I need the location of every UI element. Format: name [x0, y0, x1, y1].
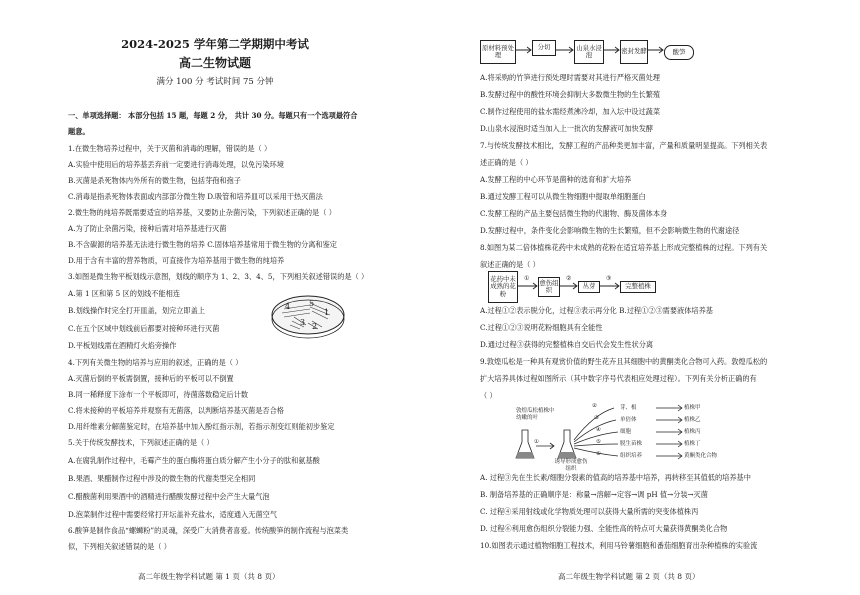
- option-3d: D.平板划线需在酒精灯火焰旁操作: [68, 341, 177, 350]
- option-8c: C.过程①②③说明花粉细胞具有全能性: [480, 323, 603, 332]
- option-6d: D.山泉水浸泡时适当加入上一批次的发酵液可加快发酵: [480, 124, 654, 133]
- option-3a: A.第 1 区和第 5 区的划线不能相连: [68, 289, 181, 298]
- exam-subject: 高二生物试题: [178, 56, 251, 70]
- flow-box-sour-shoot: 酸笋: [664, 45, 694, 60]
- option-2a: A.为了防止杂菌污染，接种后需对培养基进行灭菌: [68, 224, 227, 233]
- option-3b: B.划线操作时完全打开皿盖，划完立即盖上: [68, 306, 205, 315]
- fig9-plant-5: 黄酮类化合物: [684, 453, 718, 459]
- option-8d: D.通过过程③获得的完整植株自交后代会发生性状分离: [480, 340, 654, 349]
- option-9c: C. 过程④采用射线或化学物质处理可以获得大量所需的突变体植株丙: [480, 507, 699, 516]
- question-2: 2.微生物的纯培养既需要适宜的培养基，又要防止杂菌污染，下列叙述正确的是（ ）: [68, 208, 336, 217]
- fig9-out-2: 单倍体: [620, 417, 637, 423]
- fig9-out-3: 细胞: [620, 429, 632, 435]
- fig9-plant-4: 植株丁: [684, 441, 701, 447]
- option-9d: D. 过程⑥利用愈伤组织分裂能力强、全能性高的特点可大量获得黄酮类化合物: [480, 524, 728, 533]
- question-10: 10.如图表示通过植物细胞工程技术，利用马铃薯细胞和番茄细胞育出杂种植株的实验流: [480, 541, 758, 550]
- footer-left: 高二年级生物学科试题 第 1 页（共 8 页）: [138, 572, 280, 581]
- fig9-plant-2: 植株乙: [684, 417, 701, 423]
- fig9-callus-label: 诱导形成愈伤组织: [554, 459, 588, 472]
- flow8-step-1: ①: [524, 275, 530, 282]
- option-6b: B.发酵过程中的酸性环境会抑制大多数微生物的生长繁殖: [480, 90, 661, 99]
- zone-label-4: 4: [285, 302, 291, 311]
- option-7c: C.发酵工程的产品主要包括微生物的代谢物、酶及菌体本身: [480, 209, 668, 218]
- zone-label-1: 1: [324, 308, 330, 317]
- fig9-source-label: 敦煌瓜松植株中幼嫩的叶: [516, 408, 555, 421]
- fig9-step-4: ④: [596, 427, 601, 433]
- flow-box-soak: 山泉水浸泡: [574, 40, 604, 64]
- option-5d: D.泡菜制作过程中需要经常打开坛盖补充盐水，适度通入无菌空气: [68, 510, 278, 519]
- section-heading: 一、单项选择题： 本部分包括 15 题，每题 2 分， 共计 30 分。每题只有一个选项最符合: [68, 111, 358, 120]
- option-6c: C.制作过程使用的盐水需经煮沸冷却，加入坛中设过蔬菜: [480, 107, 661, 116]
- flow-box-pretreat: 原材料预处理: [480, 40, 516, 64]
- section-heading-cont: 题意。: [68, 127, 90, 136]
- option-3c: C.在五个区域中划线前后都要对接种环进行灭菌: [68, 324, 220, 333]
- fig9-out-5: 组织培养: [620, 453, 643, 459]
- question-3: 3.如图是微生物平板划线示意图，划线的顺序为 1、2、3、4、5，下列相关叙述错误的是（ ）: [68, 272, 369, 281]
- flow8-step-3: ③: [606, 275, 612, 282]
- fig9-step-5: ⑤: [596, 439, 601, 445]
- zone-label-3: 3: [300, 318, 306, 327]
- flow8-box-callus: 愈伤组织: [538, 277, 560, 297]
- flow-box-cut: 分切: [532, 40, 556, 56]
- option-1cd: C.消毒是指杀死物体表面或内部部分微生物 D.吸管和培养皿可以采用干热灭菌法: [68, 192, 323, 201]
- exam-meta: 满分 100 分 考试时间 75 分钟: [156, 77, 274, 87]
- option-7b: B.通过发酵工程可以从微生物细胞中提取单细胞蛋白: [480, 192, 646, 201]
- question-6: 6.酸笋是制作食品“螺蛳粉”的灵魂，深受广大消费者喜爱。传统酸笋的制作流程与泡菜类: [68, 526, 349, 535]
- question-9-cont: 扩大培养具体过程如图所示（其中数字序号代表相应处理过程）。下列有关分析正确的有: [480, 374, 757, 383]
- flow-box-ferment: 密封发酵: [620, 40, 648, 64]
- fig9-step-3: ③: [594, 415, 599, 421]
- option-6a: A.将采购的竹笋进行预处理时需要对其进行严格灭菌处理: [480, 73, 660, 82]
- question-8-cont: 叙述正确的是（ ）: [480, 260, 540, 269]
- fig9-step-1: ①: [534, 439, 539, 445]
- question-9: 9.敦煌瓜松是一种具有观赏价值的野生花卉且其细胞中的黄酮类化合物可入药。敦煌瓜松的: [480, 357, 768, 366]
- flow8-box-pollen: 花药中未成熟的花粉: [488, 271, 518, 303]
- streak-plate-figure: [270, 293, 346, 341]
- fig9-plant-3: 植株丙: [684, 429, 701, 435]
- option-9a: A. 过程③先在生长素/细胞分裂素的值高的培养基中培养，再转移至其值低的培养基中: [480, 473, 751, 482]
- option-7a: A.发酵工程的中心环节是菌种的选育和扩大培养: [480, 175, 632, 184]
- option-4d: D.用纤维素分解菌鉴定时，在培养基中加入酚红指示剂，若指示剂变红则能初步鉴定: [68, 422, 335, 431]
- option-7d: D.发酵过程中，条件变化会影响微生物的生长繁殖，但不会影响微生物的代谢途径: [480, 226, 740, 235]
- option-8ab: A.过程①②表示脱分化，过程③表示再分化 B.过程①②③需要液体培养基: [480, 306, 713, 315]
- question-6-cont: 似，下列相关叙述错误的是（ ）: [68, 542, 171, 551]
- question-7-cont: 述正确的是（ ）: [480, 158, 533, 167]
- option-2bc: B.不含碳源的培养基无法进行微生物的培养 C.固体培养基常用于微生物的分离和鉴定: [68, 240, 337, 249]
- option-4c: C.将未接种的平板培养并观察有无菌落，以判断培养基灭菌是否合格: [68, 406, 284, 415]
- question-8: 8.如图为某二倍体植株花药中未成熟的花粉在适宜培养基上形成完整植株的过程。下列有关: [480, 243, 768, 252]
- option-5a: A.在腐乳制作过程中，毛霉产生的蛋白酶将蛋白质分解产生小分子的肽和氨基酸: [68, 456, 320, 465]
- footer-right: 高二年级生物学科试题 第 2 页（共 8 页）: [558, 572, 700, 581]
- flow8-box-buds: 丛芽: [578, 281, 600, 293]
- question-1: 1.在微生物培养过程中，关于灭菌和消毒的理解，错误的是（ ）: [68, 144, 272, 153]
- fig9-out-1: 芽、根: [620, 405, 637, 411]
- exam-title: 2024-2025 学年第二学期期中考试: [121, 37, 309, 51]
- fig9-step-2: ②: [592, 403, 597, 409]
- page-right: [430, 0, 860, 595]
- option-5b: B.果酒、果醋制作过程中涉及的微生物的代谢类型完全相同: [68, 474, 256, 483]
- zone-label-5: 5: [309, 299, 315, 308]
- question-7: 7.与传统发酵技术相比，发酵工程的产品种类更加丰富，产量和质量明显提高。下列相关表: [480, 141, 768, 150]
- question-9-blank: （ ）: [480, 391, 497, 400]
- fig9-out-4: 脱生苗株: [620, 441, 643, 447]
- question-4: 4.下列有关微生物的培养与应用的叙述，正确的是（ ）: [68, 358, 243, 367]
- option-4b: B.同一稀释度下涂布一个平板即可，待菌落数稳定后计数: [68, 390, 249, 399]
- flow8-box-plant: 完整植株: [620, 281, 656, 293]
- option-5c: C.醋酸菌利用果酒中的酒精进行醋酸发酵过程中会产生大量气泡: [68, 492, 270, 501]
- fig9-plant-1: 植株甲: [684, 405, 701, 411]
- zone-label-2: 2: [312, 322, 318, 331]
- option-9b: B. 制备培养基的正确顺序是：称量→溶解→定容→调 pH 值→分装→灭菌: [480, 490, 708, 499]
- question-5: 5.关于传统发酵技术，下列叙述正确的是（ ）: [68, 438, 214, 447]
- flow-arrows-fig6: [514, 44, 666, 56]
- fig9-step-6: ⑥: [596, 451, 601, 457]
- option-4a: A.灭菌后倒的平板需倒置，接种后的平板可以不倒置: [68, 374, 234, 383]
- flow8-step-2: ②: [566, 275, 572, 282]
- option-2d: D.用于含有丰富的营养物质，可直接作为培养基用于微生物的纯培养: [68, 256, 285, 265]
- option-1a: A.实验中使用后的培养基丢弃前一定要进行消毒处理，以免污染环境: [68, 160, 284, 169]
- option-1b: B.灭菌是杀死物体内外所有的微生物，包括芽孢和孢子: [68, 176, 241, 185]
